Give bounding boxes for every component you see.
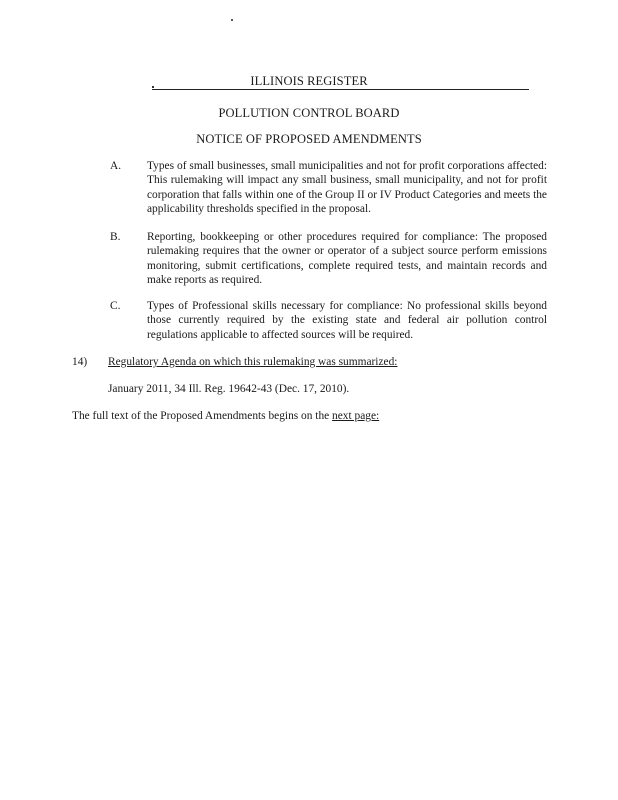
item-text: Types of Professional skills necessary for compliance: No professional skills beyond those currently required by the existing state and federal air pollution control regulations applicable to affected sources will be required. (147, 300, 547, 341)
register-title: ILLINOIS REGISTER (250, 74, 368, 88)
item-text: Reporting, bookkeeping or other procedures required for compliance: The proposed rulemaking requires that the owner or operator of a subject source perform emissions monitoring, submit certifications, complete required tests, and maintain records and make reports as required. (147, 231, 547, 287)
item-letter: C. (110, 300, 121, 312)
item-text: Types of small businesses, small municipalities and not for profit corporations affected: This rulemaking will impact any small business, small municipality, and not for profit corporation that falls within one of the Group II or IV Product Categories and meets the applicability thresholds specified in the proposal. (147, 160, 547, 216)
section-heading: Regulatory Agenda on which this rulemaking was summarized: (108, 356, 398, 368)
section-number: 14) (72, 356, 88, 368)
scan-speck (231, 19, 233, 21)
full-text-note (72, 410, 379, 422)
full-text-lead: The full text of the Proposed Amendments begins on the (72, 410, 333, 422)
header-rule (152, 89, 529, 90)
notice-title: NOTICE OF PROPOSED AMENDMENTS (196, 132, 422, 146)
board-title: POLLUTION CONTROL BOARD (218, 106, 400, 120)
item-letter: A. (110, 160, 122, 172)
next-page-link[interactable]: next page: (332, 410, 380, 422)
agenda-citation: January 2011, 34 Ill. Reg. 19642-43 (Dec. 17, 2010). (108, 383, 350, 395)
item-letter: B. (110, 231, 121, 243)
